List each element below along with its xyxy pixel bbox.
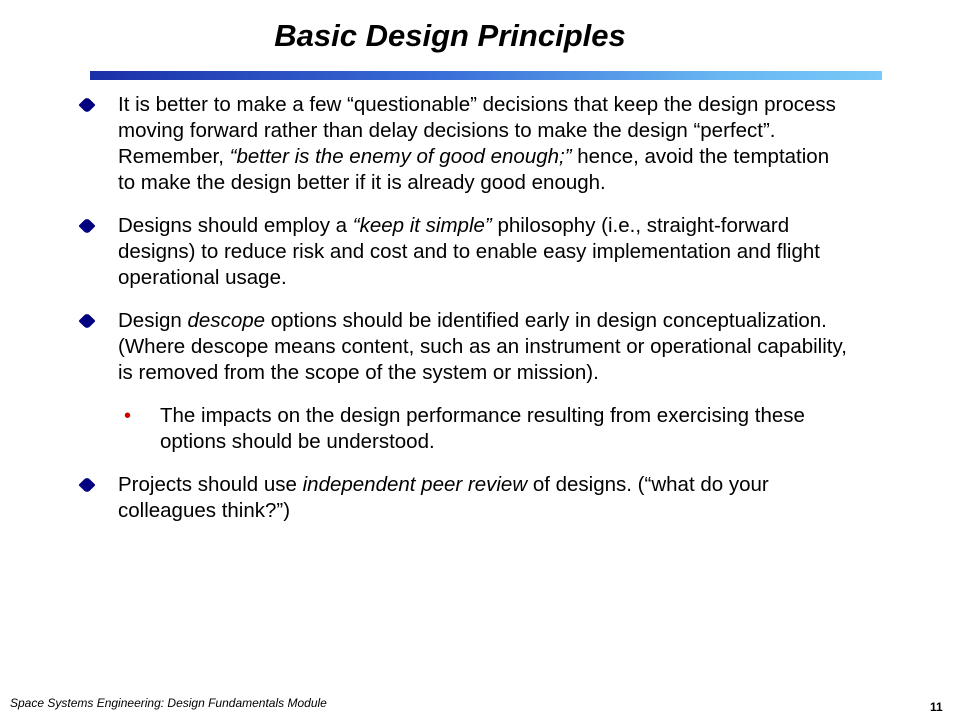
diamond-bullet-icon <box>79 313 96 330</box>
bullet-text-part: Projects should use <box>118 473 303 496</box>
bullet-text-part: options should be identified early in design conceptualization. (Where descope means content, such as an instrument or operational capability, is removed from the scope of the system or mission). <box>118 309 847 384</box>
sub-bullet-marker: • <box>124 405 132 427</box>
bullet-item <box>78 213 848 291</box>
bullet-text-part: hence, avoid the temptation to make the design better if it is already good enough. <box>118 145 830 194</box>
footer-text: Space Systems Engineering: Design Fundamentals Module <box>10 696 327 710</box>
page-number: 11 <box>930 700 943 714</box>
bullet-item <box>78 472 848 524</box>
bullet-text <box>118 213 848 291</box>
bullet-text-part: Design <box>118 309 188 332</box>
slide-title: Basic Design Principles <box>274 18 626 53</box>
bullet-item <box>78 308 848 386</box>
bullet-marker <box>78 92 118 118</box>
bullet-text-emphasis: “better is the enemy of good enough;” <box>229 145 572 168</box>
sub-bullet-text: The impacts on the design performance resulting from exercising these options should be understood. <box>160 404 805 453</box>
bullet-text <box>118 308 848 386</box>
bullet-text-part: Designs should employ a <box>118 214 353 237</box>
bullet-marker <box>78 472 118 498</box>
bullet-text-emphasis: independent peer review <box>302 473 528 496</box>
bullet-text-emphasis: “keep it simple” <box>352 214 492 237</box>
diamond-bullet-icon <box>79 477 96 494</box>
bullet-text-part: philosophy (i.e., straight-forward designs) to reduce risk and cost and to enable easy implementation and flight operational usage. <box>118 214 820 289</box>
slide-content <box>78 92 848 541</box>
bullet-marker <box>78 213 118 239</box>
bullet-text <box>118 472 848 524</box>
bullet-text-part: of designs. (“what do your colleagues think?”) <box>118 473 769 522</box>
bullet-text <box>118 92 848 196</box>
title-underline-rule <box>90 71 882 80</box>
bullet-text-part: It is better to make a few “questionable” decisions that keep the design process moving forward rather than delay decisions to make the design “perfect”. Remember, <box>118 93 836 168</box>
bullet-marker <box>78 308 118 334</box>
diamond-bullet-icon <box>79 218 96 235</box>
sub-bullet-item <box>124 403 848 455</box>
diamond-bullet-icon <box>79 97 96 114</box>
bullet-text-emphasis: descope <box>187 309 266 332</box>
bullet-item <box>78 92 848 196</box>
